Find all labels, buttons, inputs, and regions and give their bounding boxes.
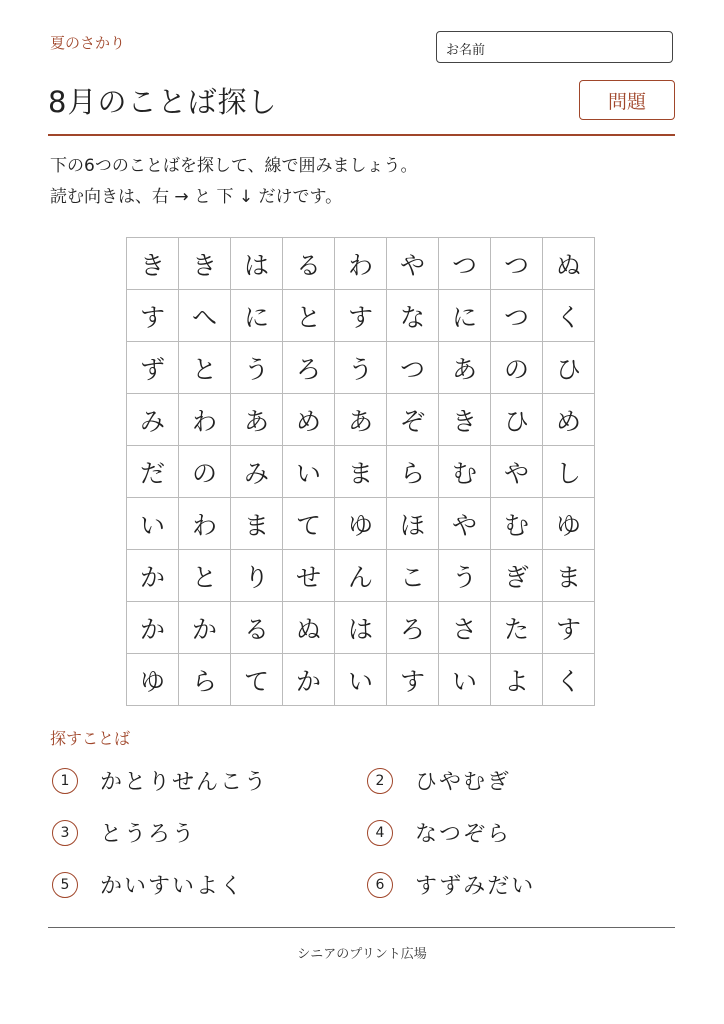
grid-cell[interactable]: む	[491, 498, 543, 550]
word-text: かとりせんこう	[100, 770, 269, 795]
grid-cell[interactable]: あ	[231, 394, 283, 446]
grid-cell[interactable]: み	[231, 446, 283, 498]
grid-cell[interactable]: や	[439, 498, 491, 550]
grid-cell[interactable]: か	[127, 550, 179, 602]
grid-cell[interactable]: た	[491, 602, 543, 654]
header-divider	[48, 134, 675, 136]
grid-cell[interactable]: と	[283, 290, 335, 342]
word-item-6	[367, 869, 535, 900]
grid-cell[interactable]: ゆ	[127, 654, 179, 706]
grid-cell[interactable]: き	[179, 238, 231, 290]
word-text: ひやむぎ	[415, 770, 512, 795]
word-number-badge: 5	[52, 872, 78, 898]
grid-cell[interactable]: わ	[179, 498, 231, 550]
grid-cell[interactable]: こ	[387, 550, 439, 602]
word-number-badge: 6	[367, 872, 393, 898]
instruction-line-1: 下の6つのことばを探して、線で囲みましょう。	[50, 156, 418, 176]
grid-cell[interactable]: は	[231, 238, 283, 290]
word-number-badge: 3	[52, 820, 78, 846]
grid-cell[interactable]: し	[543, 446, 595, 498]
grid-cell[interactable]: せ	[283, 550, 335, 602]
grid-cell[interactable]: ゆ	[543, 498, 595, 550]
footer-divider	[48, 927, 675, 928]
grid-cell[interactable]: と	[179, 342, 231, 394]
grid-cell[interactable]: か	[127, 602, 179, 654]
grid-cell[interactable]: き	[127, 238, 179, 290]
grid-cell[interactable]: う	[439, 550, 491, 602]
problem-badge: 問題	[579, 80, 675, 120]
grid-cell[interactable]: て	[231, 654, 283, 706]
grid-cell[interactable]: き	[439, 394, 491, 446]
grid-cell[interactable]: へ	[179, 290, 231, 342]
word-text: なつぞら	[415, 822, 512, 847]
page-title: 8月のことば探し	[48, 85, 278, 119]
word-text: かいすいよく	[100, 874, 245, 899]
grid-cell[interactable]: す	[387, 654, 439, 706]
grid-cell[interactable]: め	[543, 394, 595, 446]
grid-cell[interactable]: や	[491, 446, 543, 498]
word-search-grid[interactable]	[126, 237, 595, 706]
word-item-1	[52, 765, 268, 796]
name-field-label: お名前	[446, 43, 486, 58]
word-item-3	[52, 817, 196, 848]
grid-cell[interactable]: ぬ	[543, 238, 595, 290]
grid-cell[interactable]: ま	[231, 498, 283, 550]
word-item-4	[367, 817, 511, 848]
grid-cell[interactable]: ゆ	[335, 498, 387, 550]
word-number-badge: 1	[52, 768, 78, 794]
grid-cell[interactable]: う	[335, 342, 387, 394]
grid-cell[interactable]: す	[543, 602, 595, 654]
grid-cell[interactable]: ま	[543, 550, 595, 602]
grid-cell[interactable]: い	[127, 498, 179, 550]
grid-cell[interactable]: る	[231, 602, 283, 654]
grid-cell[interactable]: の	[491, 342, 543, 394]
grid-cell[interactable]: か	[179, 602, 231, 654]
word-text: とうろう	[100, 822, 197, 847]
grid-cell[interactable]: に	[439, 290, 491, 342]
grid-cell[interactable]: ら	[179, 654, 231, 706]
grid-cell[interactable]: つ	[491, 238, 543, 290]
grid-cell[interactable]: つ	[491, 290, 543, 342]
grid-cell[interactable]: ぞ	[387, 394, 439, 446]
series-label: 夏のさかり	[50, 34, 126, 52]
grid-cell[interactable]: ぎ	[491, 550, 543, 602]
grid-cell[interactable]: わ	[179, 394, 231, 446]
grid-cell[interactable]: す	[127, 290, 179, 342]
grid-cell[interactable]: ひ	[543, 342, 595, 394]
grid-cell[interactable]: ろ	[283, 342, 335, 394]
grid-cell[interactable]: と	[179, 550, 231, 602]
grid-cell[interactable]: く	[543, 654, 595, 706]
grid-cell[interactable]: ほ	[387, 498, 439, 550]
grid-cell[interactable]: ら	[387, 446, 439, 498]
instruction-line-2: 読む向きは、右 → と 下 ↓ だけです。	[50, 187, 343, 207]
grid-cell[interactable]: め	[283, 394, 335, 446]
grid-cell[interactable]: ん	[335, 550, 387, 602]
grid-cell[interactable]: ぬ	[283, 602, 335, 654]
grid-cell[interactable]: だ	[127, 446, 179, 498]
grid-cell[interactable]: り	[231, 550, 283, 602]
grid-cell[interactable]: は	[335, 602, 387, 654]
grid-cell[interactable]: の	[179, 446, 231, 498]
grid-cell[interactable]: ま	[335, 446, 387, 498]
grid-cell[interactable]: む	[439, 446, 491, 498]
grid-cell[interactable]: て	[283, 498, 335, 550]
grid-cell[interactable]: あ	[439, 342, 491, 394]
grid-cell[interactable]: い	[283, 446, 335, 498]
grid-cell[interactable]: う	[231, 342, 283, 394]
grid-cell[interactable]: わ	[335, 238, 387, 290]
word-number-badge: 4	[367, 820, 393, 846]
grid-cell[interactable]: く	[543, 290, 595, 342]
grid-cell[interactable]: ず	[127, 342, 179, 394]
grid-cell[interactable]: る	[283, 238, 335, 290]
grid-cell[interactable]: さ	[439, 602, 491, 654]
grid-cell[interactable]: み	[127, 394, 179, 446]
grid-cell[interactable]: す	[335, 290, 387, 342]
grid-cell[interactable]: い	[439, 654, 491, 706]
word-item-5	[52, 869, 244, 900]
grid-cell[interactable]: に	[231, 290, 283, 342]
word-number-badge: 2	[367, 768, 393, 794]
grid-cell[interactable]: ろ	[387, 602, 439, 654]
grid-cell[interactable]: あ	[335, 394, 387, 446]
grid-cell[interactable]: つ	[387, 342, 439, 394]
grid-cell[interactable]: や	[387, 238, 439, 290]
grid-cell[interactable]: ひ	[491, 394, 543, 446]
name-field[interactable]	[436, 31, 673, 63]
word-text: すずみだい	[415, 874, 536, 899]
footer-credit: シニアのプリント広場	[297, 947, 427, 962]
grid-cell[interactable]: い	[335, 654, 387, 706]
grid-cell[interactable]: つ	[439, 238, 491, 290]
grid-cell[interactable]: な	[387, 290, 439, 342]
word-item-2	[367, 765, 511, 796]
grid-cell[interactable]: か	[283, 654, 335, 706]
words-heading: 探すことば	[50, 729, 131, 748]
grid-cell[interactable]: よ	[491, 654, 543, 706]
